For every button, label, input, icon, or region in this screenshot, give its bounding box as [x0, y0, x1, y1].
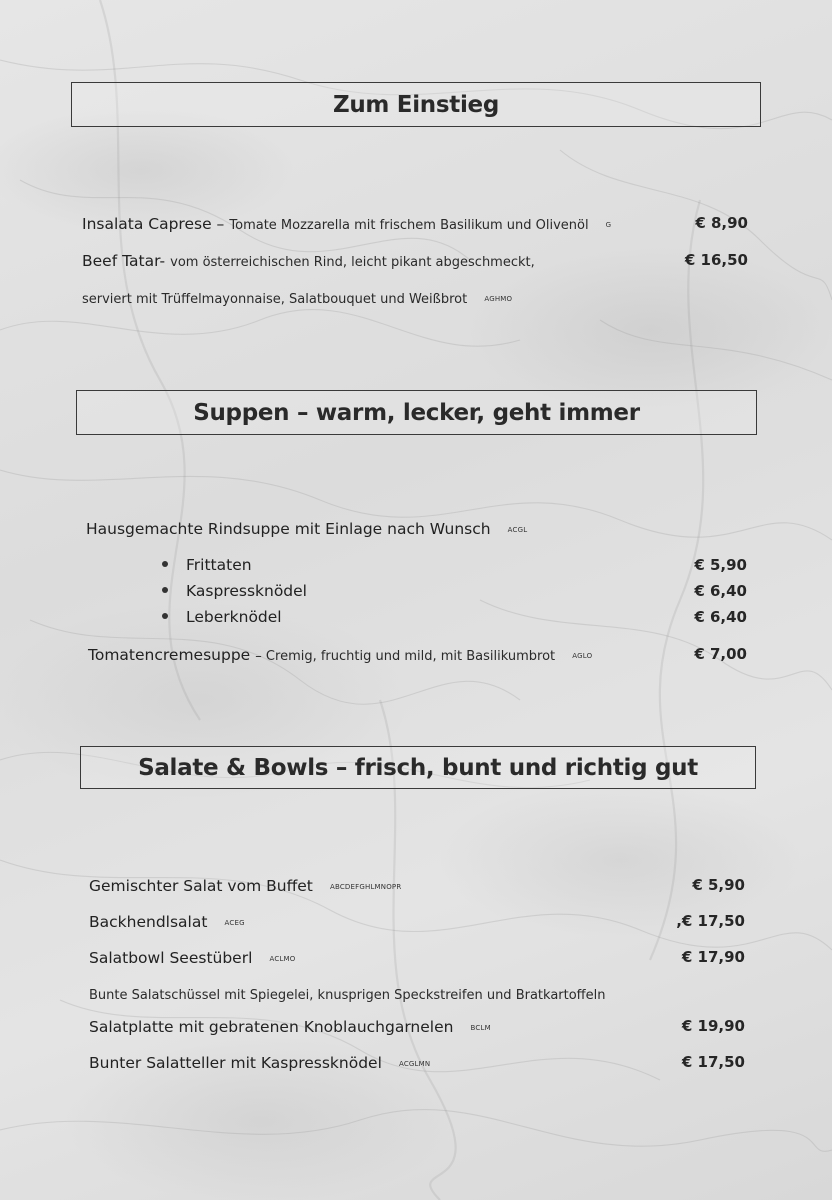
allergen-codes: BCLM — [470, 1024, 491, 1032]
allergen-codes: ABCDEFGHLMNOPR — [329, 883, 402, 891]
item-name: Hausgemachte Rindsuppe mit Einlage nach Wunsch — [86, 520, 491, 538]
item-price: € 16,50 — [684, 251, 748, 269]
item-price: € 8,90 — [695, 214, 748, 232]
item-description: vom österreichischen Rind, leicht pikant abgeschmeckt, — [170, 255, 535, 270]
item-price: € 6,40 — [694, 608, 747, 626]
item-description: – Cremig, fruchtig und mild, mit Basilikumbrot — [255, 649, 556, 664]
allergen-codes: ACGL — [507, 526, 528, 534]
item-description: Bunte Salatschüssel mit Spiegelei, knusprigen Speckstreifen und Bratkartoffeln — [89, 988, 606, 1003]
allergen-codes: AGHMO — [484, 295, 513, 303]
allergen-codes: ACGLMN — [398, 1060, 431, 1068]
section-title: Zum Einstieg — [332, 91, 500, 118]
option-label: Frittaten — [186, 556, 252, 574]
item-price: € 17,90 — [681, 948, 745, 966]
option-label: Leberknödel — [186, 608, 282, 626]
allergen-codes: ACEG — [224, 919, 245, 927]
allergen-codes: ACLMO — [269, 955, 296, 963]
item-name: Gemischter Salat vom Buffet — [89, 877, 313, 895]
item-price: € 17,50 — [681, 1053, 745, 1071]
item-name: Tomatencremesuppe — [88, 646, 251, 664]
section-header-starters — [71, 82, 761, 127]
item-price: € 7,00 — [694, 645, 747, 663]
item-price: € 6,40 — [694, 582, 747, 600]
section-header-soups — [76, 390, 757, 435]
item-price: € 5,90 — [692, 876, 745, 894]
bullet-icon — [162, 613, 168, 619]
section-title: Salate & Bowls – frisch, bunt und richtig gut — [138, 754, 698, 781]
allergen-codes: G — [605, 221, 612, 229]
item-price: ,€ 17,50 — [676, 912, 745, 930]
item-price: € 19,90 — [681, 1017, 745, 1035]
section-header-salads — [80, 746, 756, 789]
allergen-codes: AGLO — [572, 652, 593, 660]
item-description: Tomate Mozzarella mit frischem Basilikum und Olivenöl — [229, 218, 589, 233]
bullet-icon — [162, 587, 168, 593]
item-name: Salatplatte mit gebratenen Knoblauchgarnelen — [89, 1018, 454, 1036]
item-description: serviert mit Trüffelmayonnaise, Salatbouquet und Weißbrot — [82, 292, 468, 307]
item-name: Salatbowl Seestüberl — [89, 949, 253, 967]
item-name: Backhendlsalat — [89, 913, 208, 931]
bullet-icon — [162, 561, 168, 567]
section-title: Suppen – warm, lecker, geht immer — [193, 399, 640, 426]
option-label: Kaspressknödel — [186, 582, 307, 600]
item-name: Bunter Salatteller mit Kaspressknödel — [89, 1054, 382, 1072]
item-price: € 5,90 — [694, 556, 747, 574]
item-name: Insalata Caprese – — [82, 215, 225, 233]
item-name: Beef Tatar- — [82, 252, 166, 270]
